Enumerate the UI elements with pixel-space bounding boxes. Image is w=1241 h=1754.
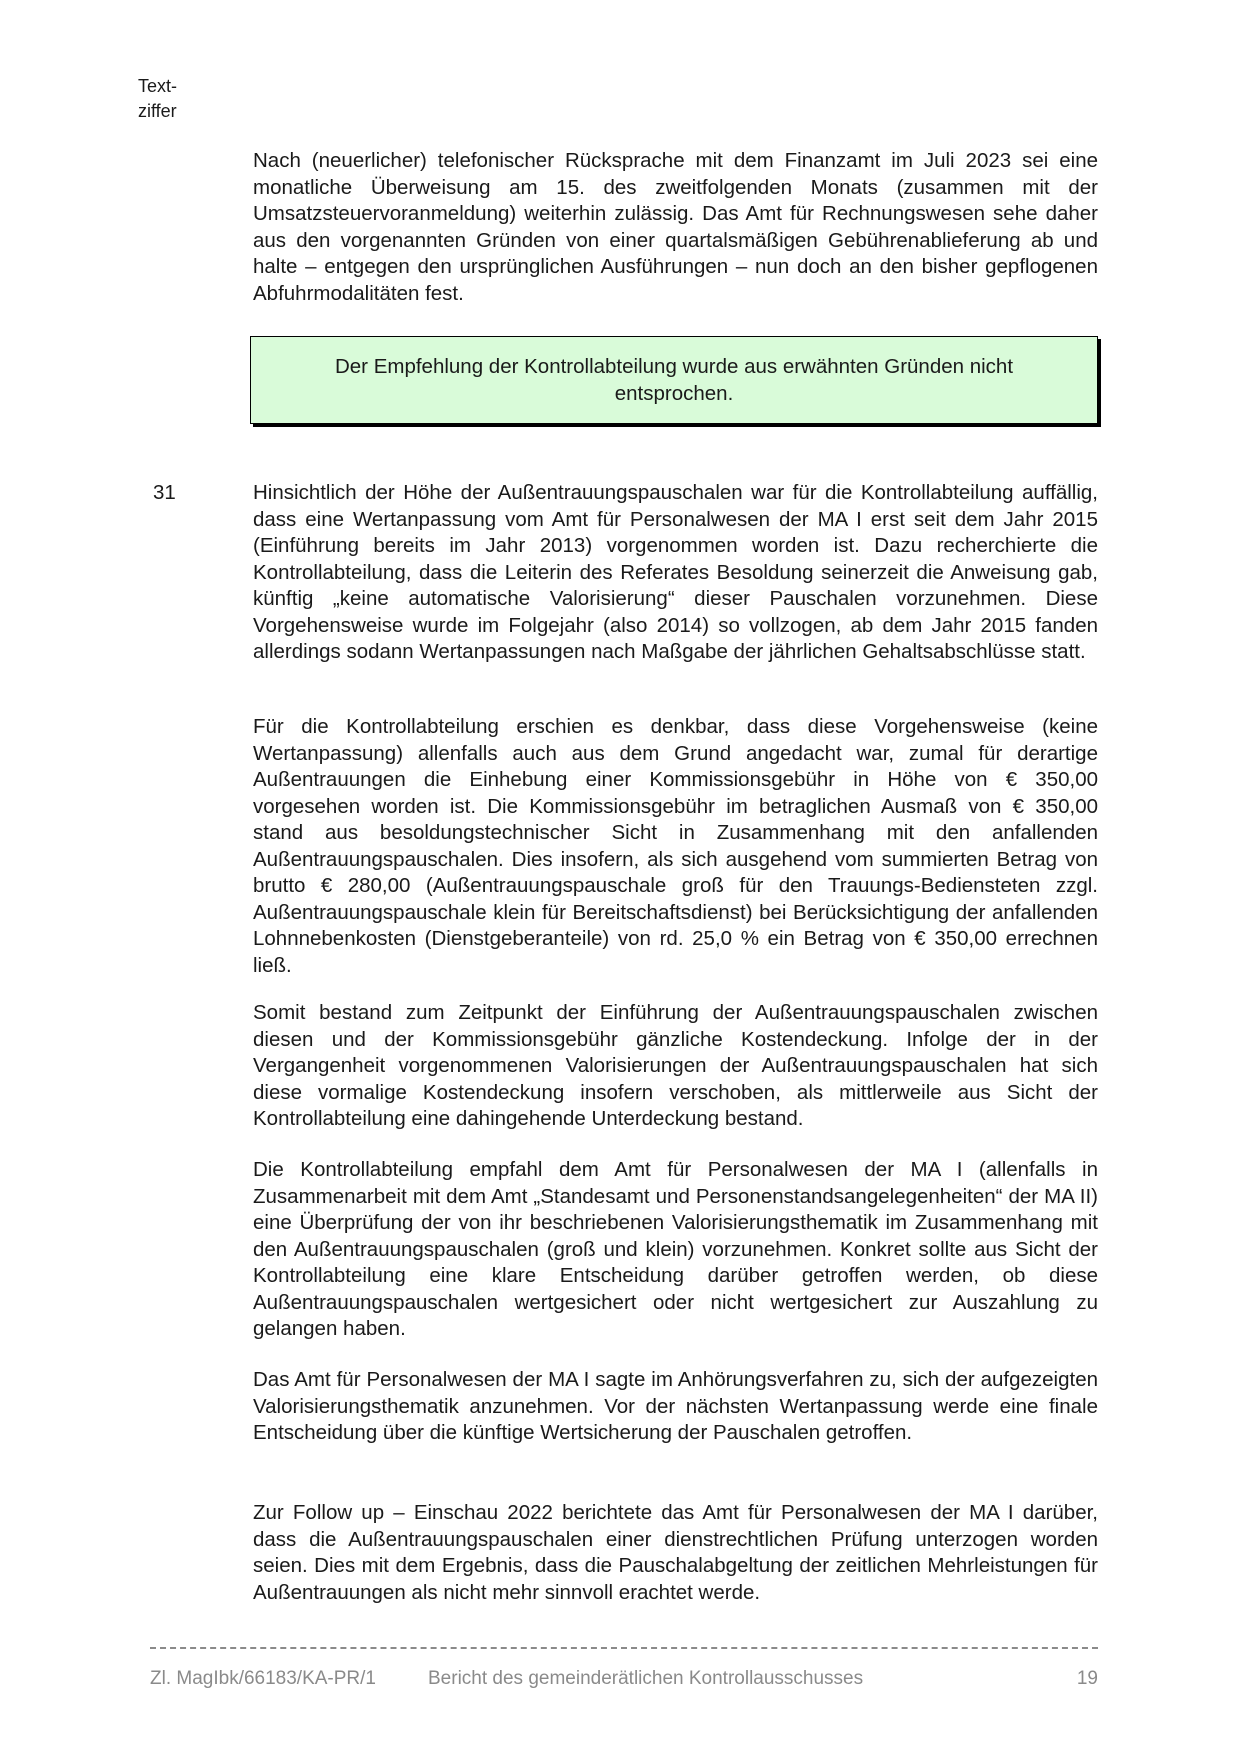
section-paragraph-6: Zur Follow up – Einschau 2022 berichtete das Amt für Personalwesen der MA I darüber, dass die Außentrauungspauschalen einer dienstrechtlichen Prüfung unterzogen worden seien. Dies mit dem Ergebnis, dass die Pauschalabgeltung der zeitlichen Mehrleistungen für Außentrauungen als nicht mehr sinnvoll erachtet werde. (253, 1501, 1098, 1604)
section-paragraph-1: Hinsichtlich der Höhe der Außentrauungspauschalen war für die Kontrollabteilung auffällig, dass eine Wertanpassung vom Amt für Personalwesen der MA I erst seit dem Jahr 2015 (Einführung bereits im Jahr 2013) vorgenommen worden ist. Dazu recherchierte die Kontrollabteilung, dass die Leiterin des Referates Besoldung seinerzeit die Anweisung gab, künftig „keine automatische Valorisierung“ dieser Pauschalen vorzunehmen. Diese Vorgehensweise wurde im Folgejahr (also 2014) so vollzogen, ab dem Jahr 2015 fanden allerdings sodann Wertanpassungen nach Maßgabe der jährlichen Gehaltsabschlüsse statt. (253, 481, 1098, 663)
footer-divider (150, 1647, 1098, 1649)
section-paragraph-5: Das Amt für Personalwesen der MA I sagte im Anhörungsverfahren zu, sich der aufgezeigten Valorisierungsthematik anzunehmen. Vor der nächsten Wertanpassung werde eine finale Entscheidung über die künftige Wertsicherung der Pauschalen getroffen. (253, 1368, 1098, 1444)
footer-page-number: 19 (1076, 1668, 1098, 1689)
footer-title: Bericht des gemeinderätlichen Kontrollausschusses (428, 1668, 864, 1689)
margin-label-line1: Text- (138, 76, 178, 96)
page-footer (150, 1666, 1098, 1692)
section-paragraph-2: Für die Kontrollabteilung erschien es denkbar, dass diese Vorgehensweise (keine Wertanpassung) allenfalls auch aus dem Grund angedacht war, zumal für derartige Außentrauungen die Einhebung einer Kommissionsgebühr in Höhe von € 350,00 vorgesehen worden ist. Die Kommissionsgebühr im betraglichen Ausmaß von € 350,00 stand aus besoldungstechnischer Sicht in Zusammenhang mit den anfallenden Außentrauungspauschalen. Dies insofern, als sich ausgehend vom summierten Betrag von brutto € 280,00 (Außentrauungspauschale groß für den Trauungs-Bediensteten zzgl. Außentrauungspauschale klein für Bereitschaftsdienst) bei Berücksichtigung der anfallenden Lohnnebenkosten (Dienstgeberanteile) von rd. 25,0 % ein Betrag von € 350,00 errechnen ließ. (253, 715, 1098, 977)
recommendation-text: Der Empfehlung der Kontrollabteilung wurde aus erwähnten Gründen nicht entsprochen. (334, 355, 1014, 405)
intro-paragraph: Nach (neuerlicher) telefonischer Rücksprache mit dem Finanzamt im Juli 2023 sei eine monatliche Überweisung am 15. des zweitfolgenden Monats (zusammen mit der Umsatzsteuervoranmeldung) weiterhin zulässig. Das Amt für Rechnungswesen sehe daher aus den vorgenannten Gründen von einer quartalsmäßigen Gebührenablieferung ab und halte – entgegen den ursprünglichen Ausführungen – nun doch an den bisher gepflogenen Abfuhrmodalitäten fest. (253, 149, 1098, 305)
margin-label-line2: ziffer (138, 101, 177, 121)
section-paragraph-3: Somit bestand zum Zeitpunkt der Einführung der Außentrauungspauschalen zwischen diesen und der Kommissionsgebühr gänzliche Kostendeckung. Infolge der in der Vergangenheit vorgenommenen Valorisierungen der Außentrauungspauschalen hat sich diese vormalige Kostendeckung insofern verschoben, als mittlerweile aus Sicht der Kontrollabteilung eine dahingehende Unterdeckung bestand. (253, 1001, 1098, 1130)
section-paragraph-4: Die Kontrollabteilung empfahl dem Amt für Personalwesen der MA I (allenfalls in Zusammenarbeit mit dem Amt „Standesamt und Personenstandsangelegenheiten“ der MA II) eine Überprüfung der von ihr beschriebenen Valorisierungsthematik im Zusammenhang mit den Außentrauungspauschalen (groß und klein) vorzunehmen. Konkret sollte aus Sicht der Kontrollabteilung eine klare Entscheidung darüber getroffen werden, ob diese Außentrauungspauschalen wertgesichert oder nicht wertgesichert zur Auszahlung zu gelangen haben. (253, 1158, 1098, 1340)
footer-reference: Zl. MagIbk/66183/KA-PR/1 (150, 1668, 376, 1689)
section-number: 31 (153, 481, 176, 504)
margin-label-textziffer (138, 74, 177, 124)
recommendation-box (250, 336, 1098, 424)
